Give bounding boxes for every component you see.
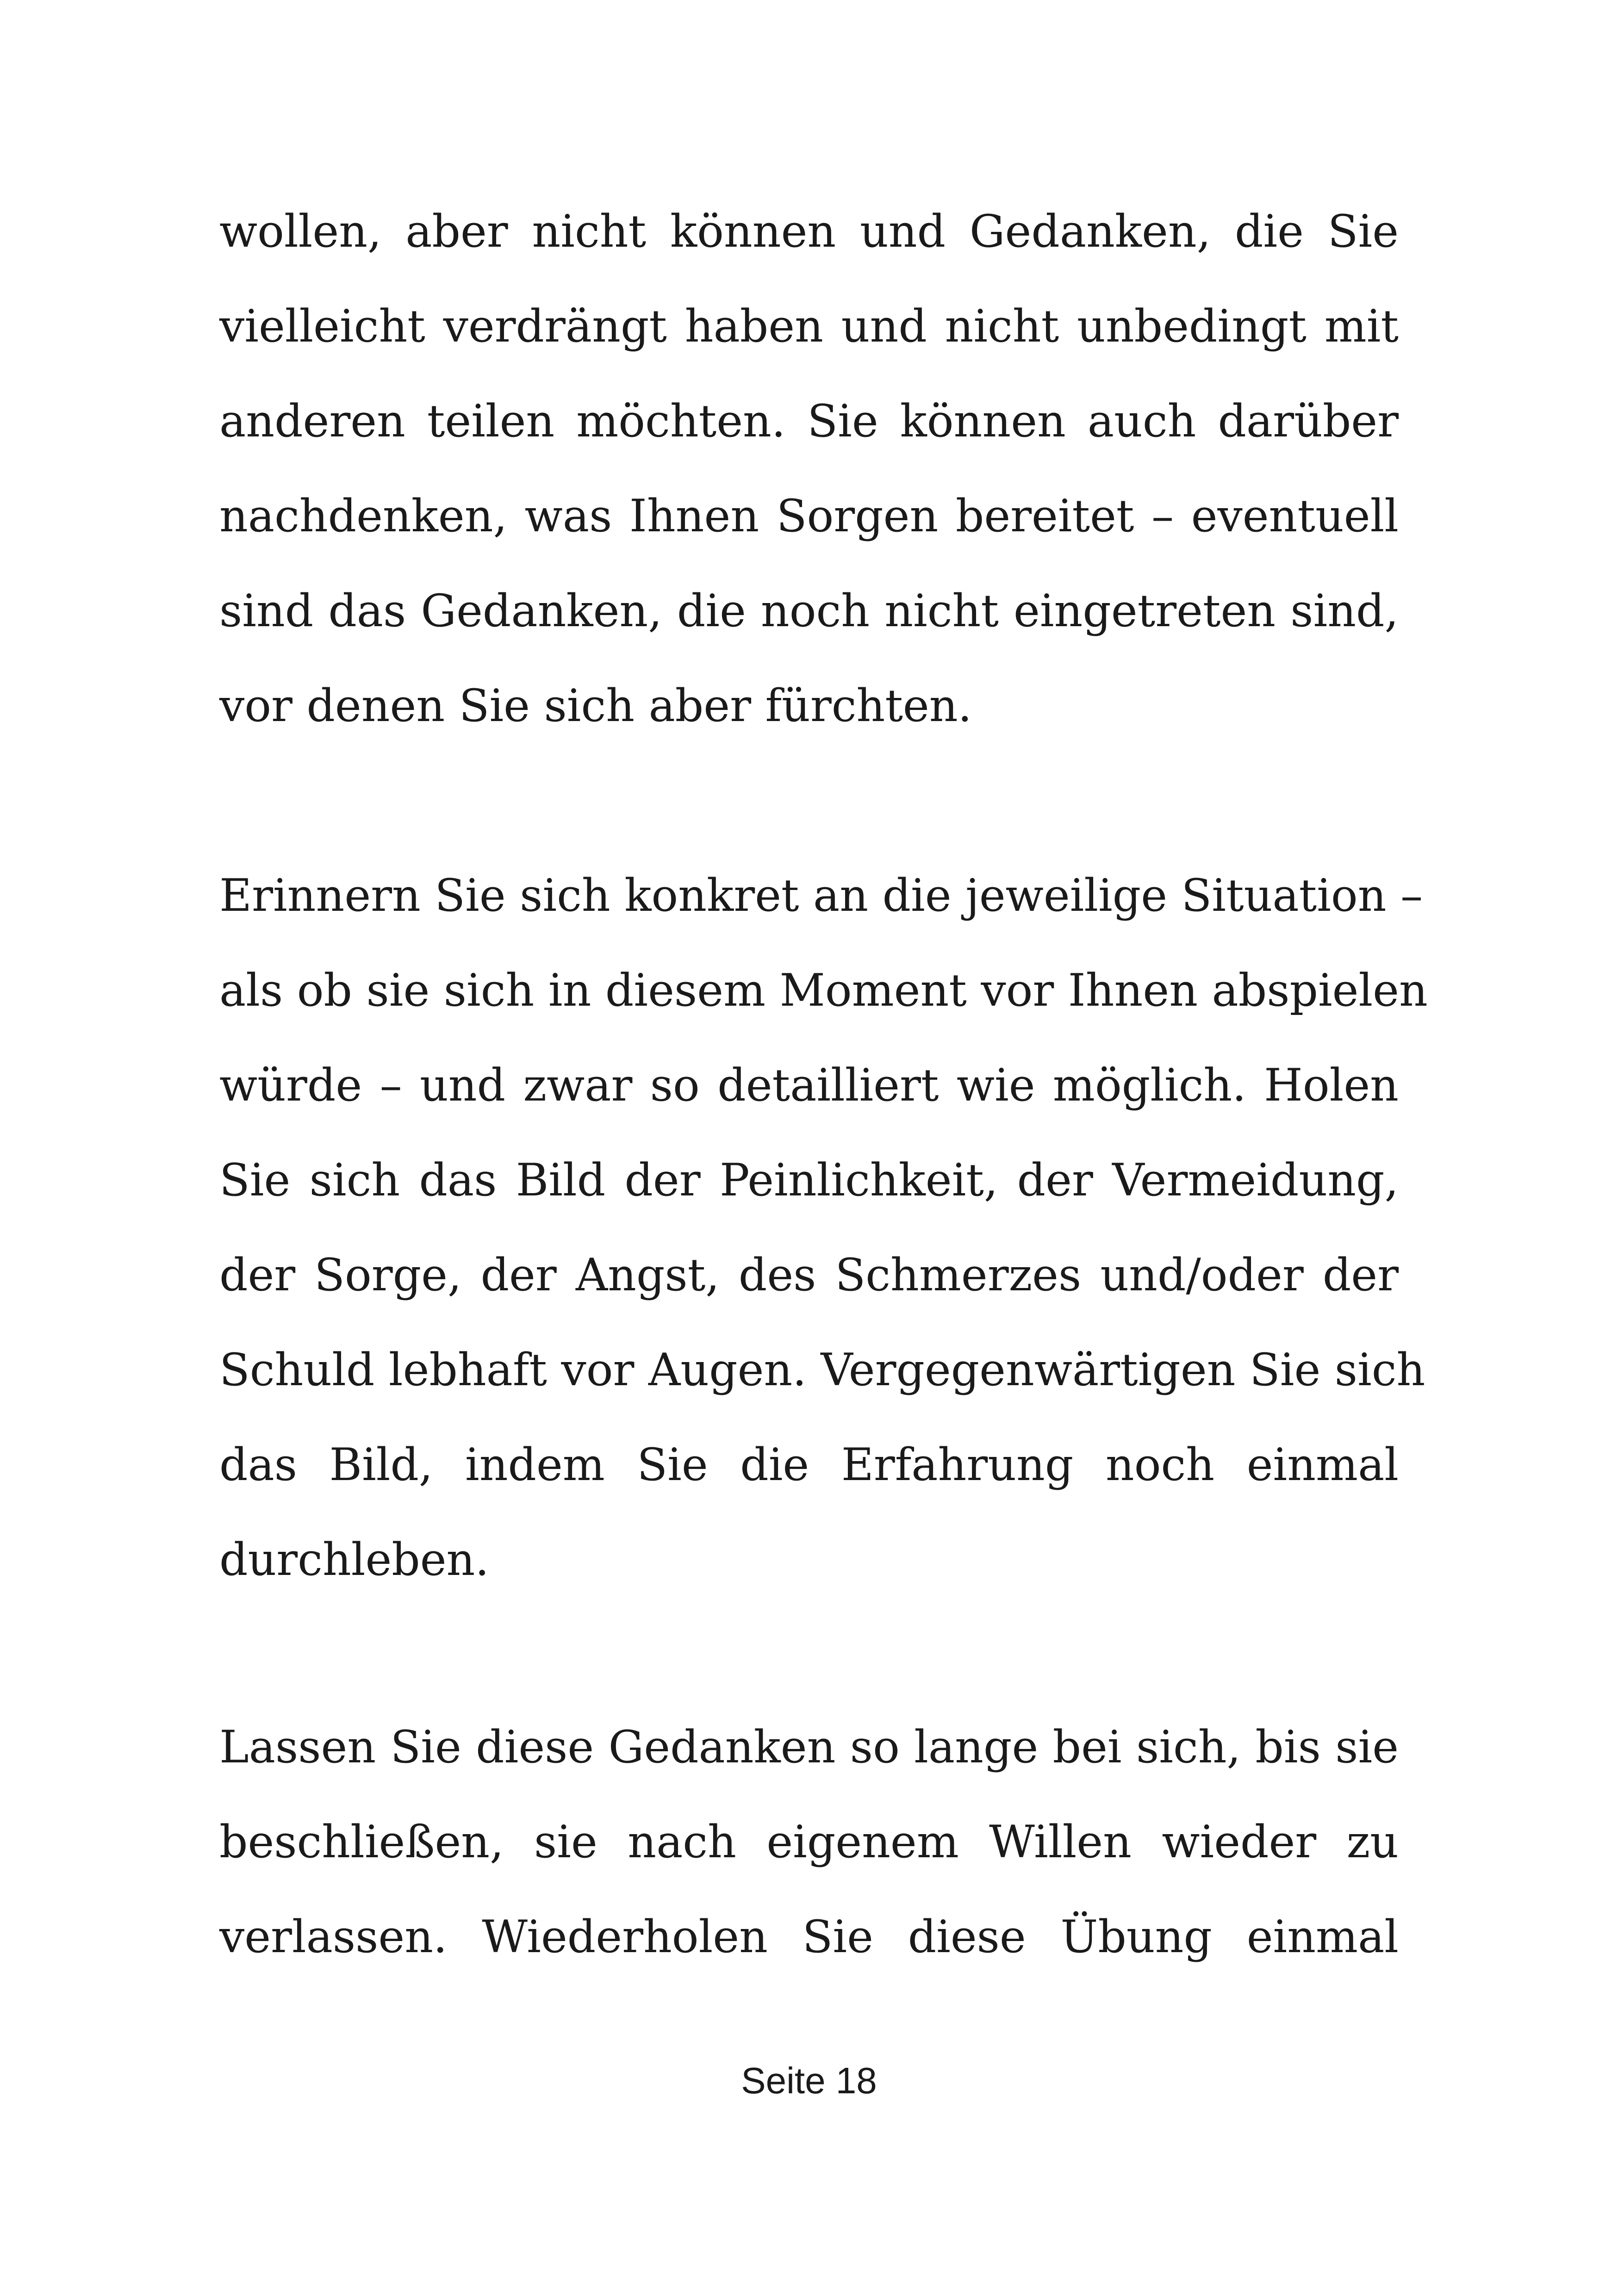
paragraph-line: anderen teilen möchten. Sie können auch darüber: [219, 395, 1399, 447]
paragraph-line: vor denen Sie sich aber fürchten.: [219, 680, 972, 732]
paragraph-line: der Sorge, der Angst, des Schmerzes und/oder der: [219, 1249, 1399, 1301]
paragraph-line: durchleben.: [219, 1534, 489, 1586]
paragraph-line: als ob sie sich in diesem Moment vor Ihnen abspielen: [219, 964, 1428, 1016]
paragraph-line: Schuld lebhaft vor Augen. Vergegenwärtigen Sie sich: [219, 1344, 1425, 1396]
paragraph-line: Sie sich das Bild der Peinlichkeit, der Vermeidung,: [219, 1154, 1399, 1206]
paragraph-line: wollen, aber nicht können und Gedanken, die Sie: [219, 205, 1399, 257]
paragraph-line: Erinnern Sie sich konkret an die jeweilige Situation –: [219, 870, 1423, 921]
paragraph-line: vielleicht verdrängt haben und nicht unbedingt mit: [219, 300, 1399, 352]
paragraph-line: würde – und zwar so detailliert wie möglich. Holen: [219, 1059, 1399, 1111]
paragraph-line: Lassen Sie diese Gedanken so lange bei sich, bis sie: [219, 1721, 1399, 1773]
paragraph-line: beschließen, sie nach eigenem Willen wieder zu: [219, 1816, 1399, 1868]
paragraph-line: verlassen. Wiederholen Sie diese Übung einmal: [219, 1911, 1399, 1963]
paragraph-line: sind das Gedanken, die noch nicht eingetreten sind,: [219, 585, 1399, 637]
page-number: Seite 18: [741, 2060, 877, 2101]
paragraph-line: nachdenken, was Ihnen Sorgen bereitet – eventuell: [219, 490, 1399, 542]
paragraph-line: das Bild, indem Sie die Erfahrung noch einmal: [219, 1439, 1399, 1491]
